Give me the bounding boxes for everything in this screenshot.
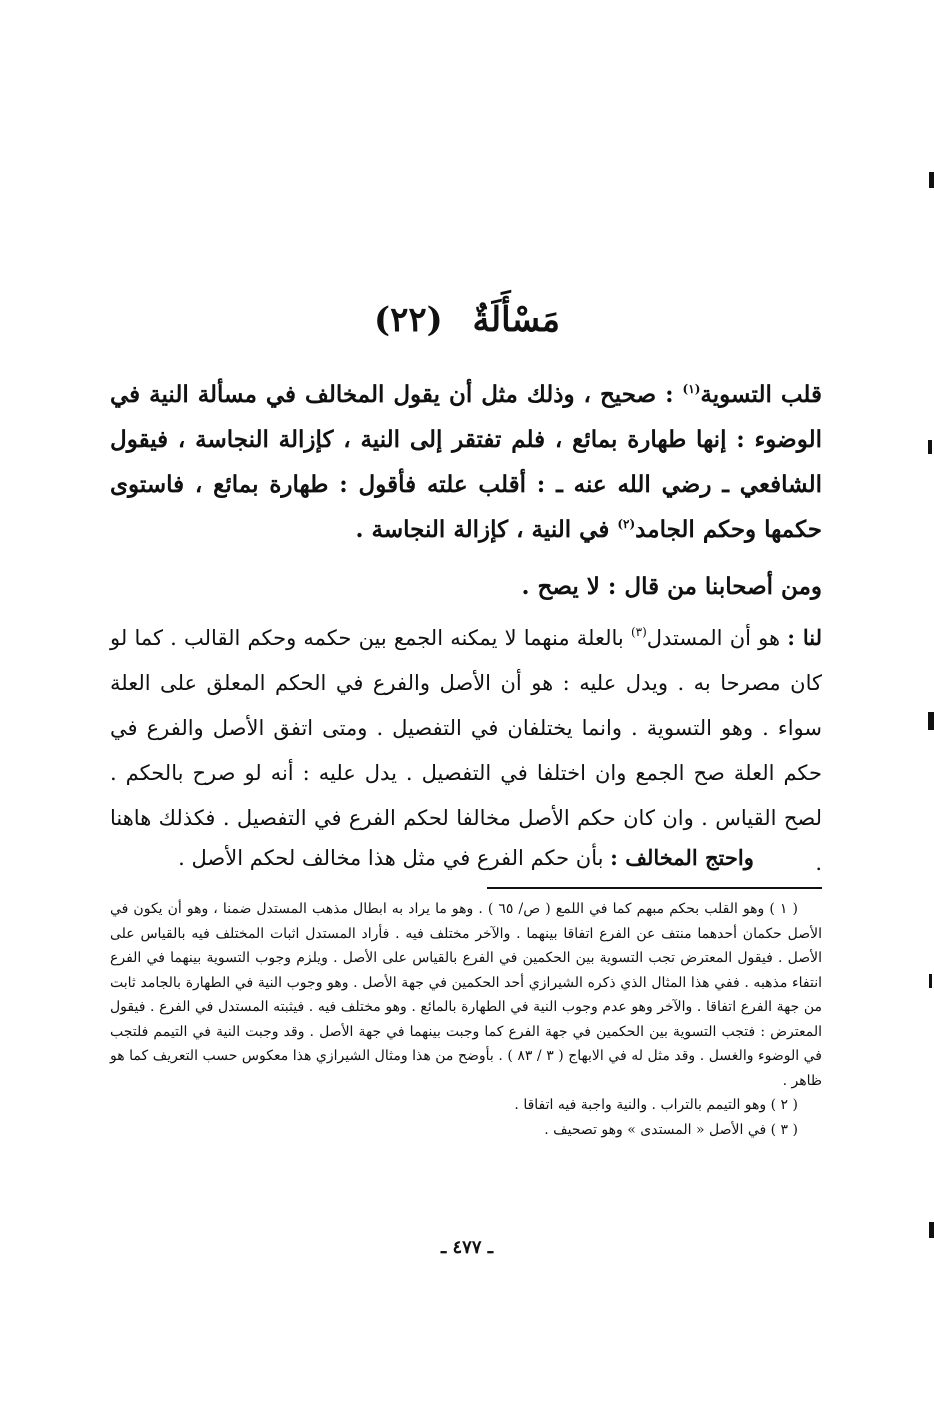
footnote-ref-1: (١) xyxy=(682,382,701,396)
main-paragraph xyxy=(110,372,822,552)
counter-text: بأن حكم الفرع في مثل هذا مخالف لحكم الأصل . xyxy=(178,846,611,870)
issue-heading xyxy=(0,290,934,350)
proof-text-part2: بالعلة منهما لا يمكنه الجمع بين حكمه وحكم القالب . كما لو كان مصرحا به . ويدل عليه : هو أن الأصل والفرع في الحكم المعلق على العلة سواء . وهو التسوية . وانما يختلفان في التفصيل . ومتى اتفق الأصل والفرع في حكم العلة صح الجمع وان اختلفا في التفصيل . يدل عليه : أنه لو صرح بالحكم . لصح القياس . وان كان حكم الأصل مخالفا لحكم الفرع في التفصيل . فكذلك هاهنا . xyxy=(110,626,822,875)
proof-lead: لنا : xyxy=(787,625,822,650)
footnote-2: ( ٢ ) وهو التيمم بالتراب . والنية واجبة فيه اتفاقا . xyxy=(514,1097,798,1113)
page-number: ـ ٤٧٧ ـ xyxy=(440,1237,494,1258)
scan-edge-mark xyxy=(929,974,932,988)
heading-word: مَسْأَلَةٌ xyxy=(472,300,561,340)
footnote-separator xyxy=(487,887,822,889)
counter-lead: واحتج المخالف : xyxy=(610,845,754,870)
footnote-1: ( ١ ) وهو القلب بحكم مبهم كما في اللمع ( ص/ ٦٥ ) . وهو ما يراد به ابطال مذهب المستدل ضمنا ، وهو أن يكون في الأصل حكمان أحدهما منتف عن الفرع اتفاقا بينهما . والآخر مختلف فيه . فأراد المستدل اثبات المختلف فيه بالقياس على الأصل . فيقول المعترض تجب التسوية بين الحكمين في الفرع بالقياس على الأصل . ويلزم وجوب التسوية بينهما في الفرع انتفاء مذهبه . ففي هذا المثال الذي ذكره الشيرازي أحد الحكمين في جهة الأصل . وهو وجوب النية في الطهارة بالجامد ثابت من جهة الفرع اتفاقا . والآخر وهو عدم وجوب النية في الطهارة بالمائع . وهو مختلف فيه . فيثبته المستدل في الفرع . فيقول المعترض : فتجب التسوية بين الحكمين في جهة الفرع كما وجبت بينهما في جهة الأصل . وقد وجبت النية في التيمم فلتجب في الوضوء والغسل . وقد مثل له في الابهاج ( ٣ / ٨٣ ) . بأوضح من هذا ومثال الشيرازي هذا معكوس حسب التعريف كما هو ظاهر . xyxy=(110,901,822,1089)
main-text-part3: في النية ، كإزالة النجاسة . xyxy=(355,516,618,543)
scan-edge-mark xyxy=(929,172,934,188)
footnote-ref-2: (٢) xyxy=(617,517,636,531)
heading-number: (٢٢) xyxy=(373,300,443,340)
proof-text-part1: هو أن المستدل xyxy=(646,626,788,650)
main-text-part2: : صحيح ، وذلك مثل أن يقول المخالف في مسألة النية في الوضوء : إنها طهارة بمائع ، فلم تفتقر إلى النية ، كإزالة النجاسة ، فيقول الشافعي ـ رضي الله عنه ـ : أقلب علته فأقول : طهارة بمائع ، فاستوى حكمها وحكم الجامد xyxy=(110,381,822,543)
footnote-ref-3: (٣) xyxy=(630,625,647,639)
main-text-part1: قلب التسوية xyxy=(700,381,823,408)
opposing-view-line: ومن أصحابنا من قال : لا يصح . xyxy=(521,573,822,600)
scan-edge-mark xyxy=(928,712,934,730)
footnotes xyxy=(110,897,822,1142)
scan-edge-mark xyxy=(928,440,932,454)
footnote-3: ( ٣ ) في الأصل « المستدى » وهو تصحيف . xyxy=(544,1121,798,1138)
counter-argument-line xyxy=(110,835,822,881)
scan-edge-mark xyxy=(929,1222,934,1238)
